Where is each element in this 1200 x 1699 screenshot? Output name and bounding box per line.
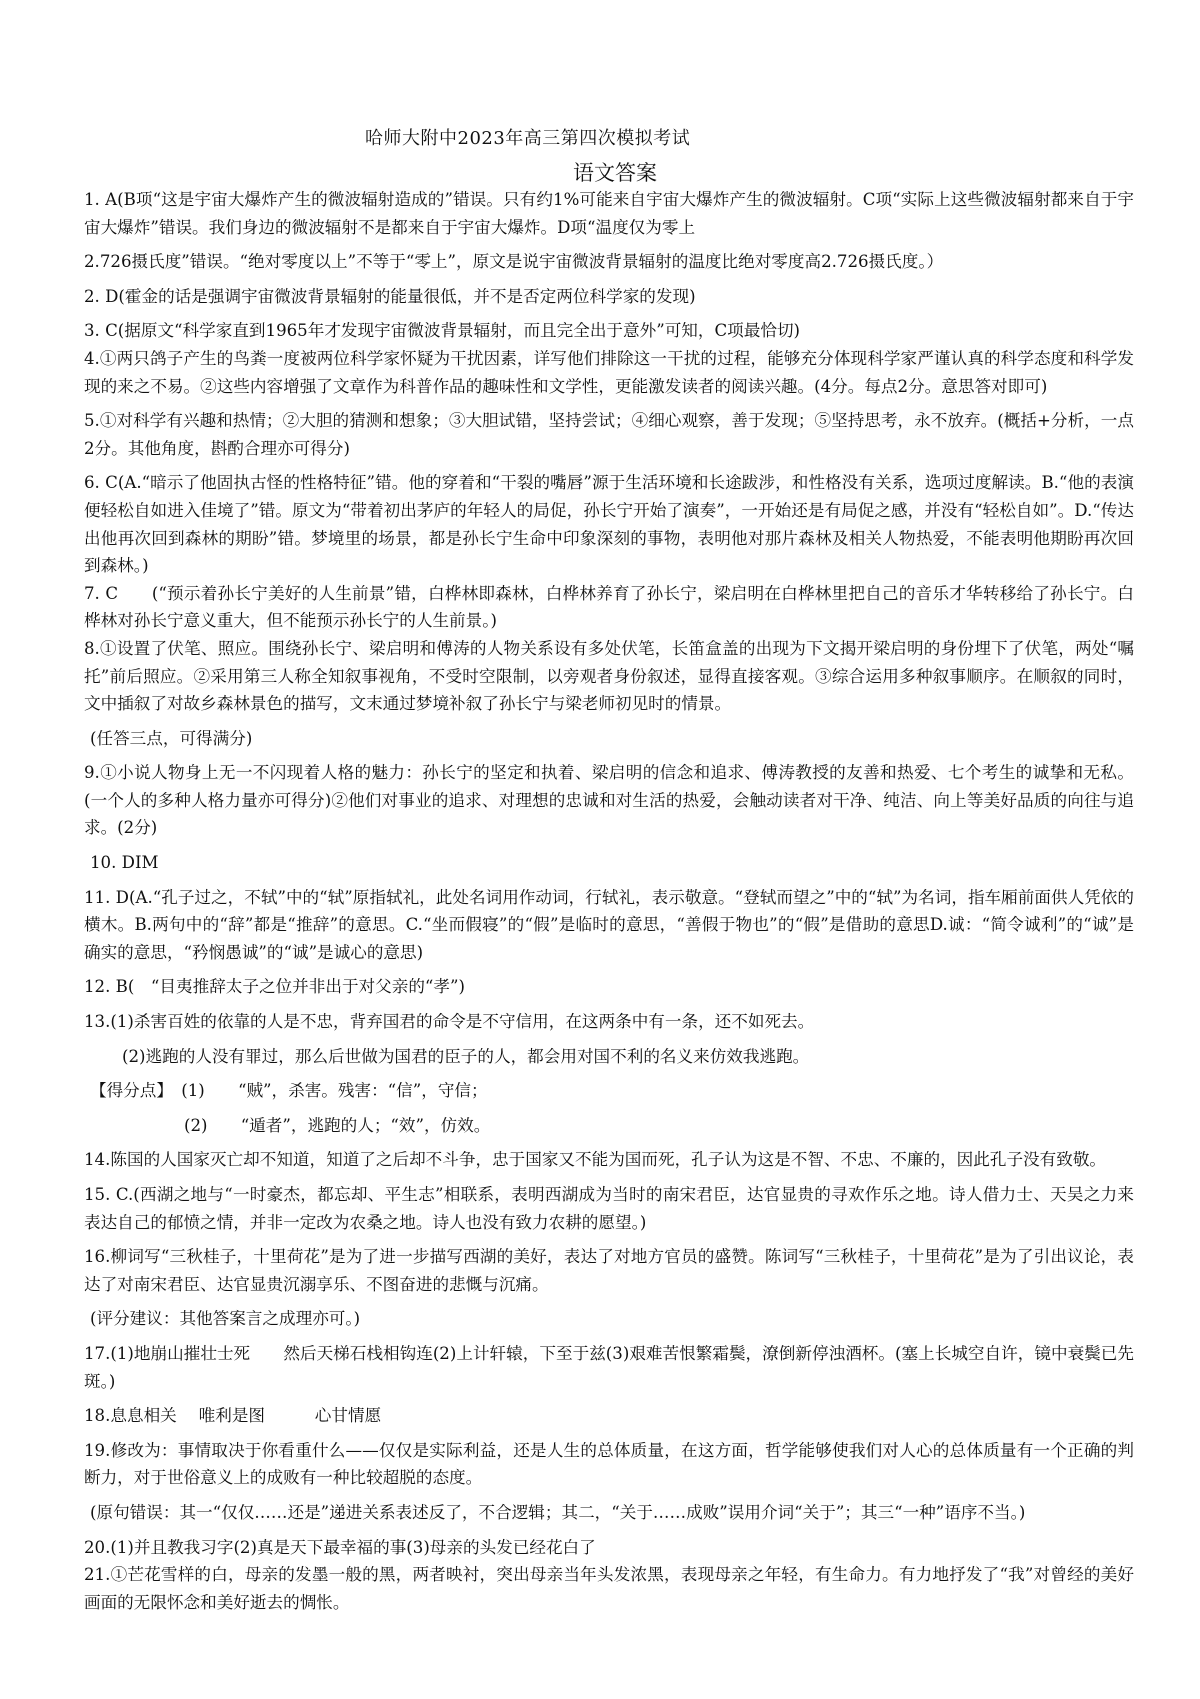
answer-13-scoring-1: 【得分点】 (1) “贼”，杀害。残害：“信”，守信；: [90, 1081, 488, 1101]
answer-15: 15. C.(西湖之地与“一时豪杰，都忘却、平生志”相联系，表明西湖成为当时的南宋君臣，达官显贵的寻欢作乐之地。诗人借力士、天吴之力来表达自己的郁愤之情，并非一定改为农桑之地。诗人也没有致力农耕的愿望。): [84, 1185, 1134, 1232]
answer-list: [84, 186, 1134, 1616]
answer-1: 1. A(B项“这是宇宙大爆炸产生的微波辐射造成的”错误。只有约1%可能来自宇宙大爆炸产生的微波辐射。C项“实际上这些微波辐射都来自于宇宙大爆炸”错误。我们身边的微波辐射不是都来自于宇宙大爆炸。D项“温度仅为零上: [84, 190, 1134, 237]
answer-3: 3. C(据原文“科学家直到1965年才发现宇宙微波背景辐射，而且完全出于意外”可知，C项最恰切): [84, 321, 801, 341]
answer-9: 9.①小说人物身上无一不闪现着人格的魅力：孙长宁的坚定和执着、梁启明的信念和追求、傅涛教授的友善和热爱、七个考生的诚挚和无私。(一个人的多种人格力量亦可得分)②他们对事业的追求、对理想的忠诚和对生活的热爱，会触动读者对干净、纯洁、向上等美好品质的向往与追求。(2分): [84, 763, 1134, 838]
answer-2: 2. D(霍金的话是强调宇宙微波背景辐射的能量很低，并不是否定两位科学家的发现): [84, 286, 696, 306]
answer-7: 7. C (“预示着孙长宁美好的人生前景”错，白桦林即森林，白桦林养育了孙长宁，梁启明在白桦林里把自己的音乐才华转移给了孙长宁。白桦林对孙长宁意义重大，但不能预示孙长宁的人生前景。): [84, 583, 1134, 631]
answer-19-note: (原句错误：其一“仅仅……还是”递进关系表述反了，不合逻辑；其二，“关于……成败”误用介词“关于”；其三“一种”语序不当。): [90, 1502, 1026, 1522]
answer-13-part2: (2)逃跑的人没有罪过，那么后世做为国君的臣子的人，都会用对国不利的名义来仿效我逃跑。: [122, 1046, 810, 1066]
answer-11: 11. D(A.“孔子过之，不轼”中的“轼”原指轼礼，此处名词用作动词，行轼礼，表示敬意。“登轼而望之”中的“轼”为名词，指车厢前面供人凭依的横木。B.两句中的“辞”都是“推辞”的意思。C.“坐而假寝”的“假”是临时的意思，“善假于物也”的“假”是借助的意思D.诚：“简令诚利”的“诚”是确实的意思，“矜悯愚诚”的“诚”是诚心的意思): [84, 887, 1134, 962]
school-exam-title: 哈师大附中2023年高三第四次模拟考试: [365, 128, 691, 149]
answer-21: 21.①芒花雪样的白，母亲的发墨一般的黑，两者映衬，突出母亲当年头发浓黑，表现母亲之年轻，有生命力。有力地抒发了“我”对曾经的美好画面的无限怀念和美好逝去的惆怅。: [84, 1565, 1134, 1612]
answer-17: 17.(1)地崩山摧壮士死 然后天梯石栈相钩连(2)上计轩辕，下至于兹(3)艰难苦恨繁霜鬓，潦倒新停浊酒杯。(塞上长城空自许，镜中衰鬓已先斑。): [84, 1343, 1134, 1391]
answer-1-continued: 2.726摄氏度”错误。“绝对零度以上”不等于“零上”，原文是说宇宙微波背景辐射的温度比绝对零度高2.726摄氏度。）: [84, 252, 944, 272]
answer-14: 14.陈国的人国家灭亡却不知道，知道了之后却不斗争，忠于国家又不能为国而死，孔子认为这是不智、不忠、不廉的，因此孔子没有致敬。: [84, 1150, 1107, 1170]
answer-19: 19.修改为：事情取决于你看重什么——仅仅是实际利益，还是人生的总体质量，在这方面，哲学能够使我们对人心的总体质量有一个正确的判断力，对于世俗意义上的成败有一种比较超脱的态度。: [84, 1440, 1134, 1488]
answer-18: 18.息息相关 唯利是图 心甘情愿: [84, 1406, 382, 1426]
answer-20: 20.(1)并且教我习字(2)真是天下最幸福的事(3)母亲的头发已经花白了: [84, 1537, 596, 1557]
answer-5: 5.①对科学有兴趣和热情；②大胆的猜测和想象；③大胆试错，坚持尝试；④细心观察，善于发现；⑤坚持思考，永不放弃。(概括+分析，一点2分。其他角度，斟酌合理亦可得分): [84, 411, 1134, 458]
answer-4: 4.①两只鸽子产生的鸟粪一度被两位科学家怀疑为干扰因素，详写他们排除这一干扰的过程，能够充分体现科学家严谨认真的科学态度和科学发现的来之不易。②这些内容增强了文章作为科普作品的趣味性和文学性，更能激发读者的阅读兴趣。(4分。每点2分。意思答对即可): [84, 348, 1134, 396]
answer-12: 12. B( “目夷推辞太子之位并非出于对父亲的“孝”): [84, 977, 465, 997]
answer-13-part1: 13.(1)杀害百姓的依靠的人是不忠，背弃国君的命令是不守信用，在这两条中有一条，还不如死去。: [84, 1012, 815, 1032]
answer-16: 16.柳词写“三秋桂子，十里荷花”是为了进一步描写西湖的美好，表达了对地方官员的盛赞。陈词写“三秋桂子，十里荷花”是为了引出议论，表达了对南宋君臣、达官显贵沉溺享乐、不图奋进的悲慨与沉痛。: [84, 1247, 1134, 1294]
answer-16-note: (评分建议：其他答案言之成理亦可。): [90, 1309, 361, 1329]
answer-6: 6. C(A.“暗示了他固执古怪的性格特征”错。他的穿着和“干裂的嘴唇”源于生活环境和长途跋涉，和性格没有关系，选项过度解读。B.“他的表演便轻松自如进入佳境了”错。原文为“带着初出茅庐的年轻人的局促，孙长宁开始了演奏”，一开始还是有局促之感，并没有“轻松自如”。D.“传达出他再次回到森林的期盼”错。梦境里的场景，都是孙长宁生命中印象深刻的事物，表明他对那片森林及相关人物热爱，不能表明他期盼再次回到森林。): [84, 473, 1134, 576]
answer-13-scoring-2: (2) “遁者”，逃跑的人；“效”，仿效。: [184, 1115, 491, 1135]
answer-10: 10. DIM: [90, 853, 159, 873]
subject-title: 语文答案: [573, 161, 657, 185]
answer-8: 8.①设置了伏笔、照应。围绕孙长宁、梁启明和傅涛的人物关系设有多处伏笔，长笛盒盖的出现为下文揭开梁启明的身份埋下了伏笔，两处“嘱托”前后照应。②采用第三人称全知叙事视角，不受时空限制，以旁观者身份叙述，显得直接客观。③综合运用多种叙事顺序。在顺叙的同时，文中插叙了对故乡森林景色的描写，文末通过梦境补叙了孙长宁与梁老师初见时的情景。: [84, 638, 1134, 714]
answer-8-note: (任答三点，可得满分): [90, 728, 253, 748]
